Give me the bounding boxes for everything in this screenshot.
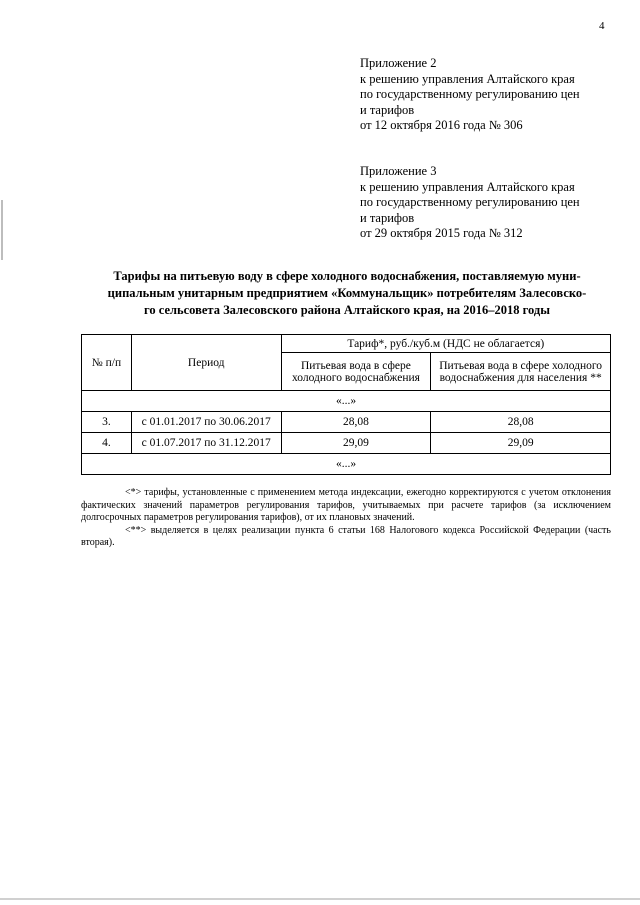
appendix-line: и тарифов: [360, 210, 415, 225]
row-num: 4.: [82, 433, 132, 454]
appendix-line: от 29 октября 2015 года № 312: [360, 226, 523, 240]
appendix-line: к решению управления Алтайского края: [360, 71, 575, 86]
row-value-2: 29,09: [431, 433, 611, 454]
appendix-line: Приложение 2: [360, 56, 437, 70]
table-row: [82, 412, 611, 433]
row-value-1: 29,09: [281, 433, 431, 454]
row-period: с 01.07.2017 по 31.12.2017: [131, 433, 281, 454]
footnote: <**> выделяется в целях реализации пункта 6 статьи 168 Налогового кодекса Российской Федерации (часть вторая).: [81, 524, 611, 548]
ellipsis-row: «...»: [82, 454, 611, 475]
scan-edge-mark: [1, 200, 3, 260]
appendix-line: от 12 октября 2016 года № 306: [360, 118, 523, 132]
table-row: [82, 433, 611, 454]
tariff-table: [81, 334, 611, 475]
row-period: с 01.01.2017 по 30.06.2017: [131, 412, 281, 433]
row-num: 3.: [82, 412, 132, 433]
footnotes: [81, 487, 611, 550]
appendix-line: по государственному регулированию цен: [360, 87, 580, 101]
ellipsis-row: «...»: [82, 391, 611, 412]
footnote: <*> тарифы, установленные с применением метода индексации, ежегодно корректируются с учетом отклонения фактических значений параметров регулирования тарифов, учитываемых при расчете тарифов (за исключением долгосрочных параметров регулирования тарифов), от их плановых значений.: [81, 487, 611, 523]
appendix-line: к решению управления Алтайского края: [360, 179, 575, 194]
appendix-line: и тарифов: [360, 102, 415, 117]
header-period: Период: [131, 335, 281, 391]
title-line: го сельсовета Залесовского района Алтайского края, на 2016–2018 годы: [144, 303, 550, 317]
row-value-2: 28,08: [431, 412, 611, 433]
title-line: Тарифы на питьевую воду в сфере холодного водоснабжения, поставляемую муни-: [113, 269, 581, 283]
row-value-1: 28,08: [281, 412, 431, 433]
header-num: № п/п: [82, 335, 132, 391]
title-line: ципальным унитарным предприятием «Коммунальщик» потребителям Залесовско-: [107, 286, 587, 300]
header-drinking-water-population: Питьевая вода в сфере холодного водоснабжения для населения **: [431, 353, 611, 391]
header-tariff: Тариф*, руб./куб.м (НДС не облагается): [281, 335, 610, 353]
appendix-line: по государственному регулированию цен: [360, 195, 580, 209]
document-title: [82, 268, 612, 319]
appendix-3-block: [360, 164, 620, 242]
header-drinking-water: Питьевая вода в сфере холодного водоснабжения: [281, 353, 431, 391]
appendix-line: Приложение 3: [360, 164, 437, 178]
page-number: 4: [599, 20, 605, 32]
scan-edge-mark: [0, 898, 640, 900]
appendix-2-block: [360, 56, 620, 134]
